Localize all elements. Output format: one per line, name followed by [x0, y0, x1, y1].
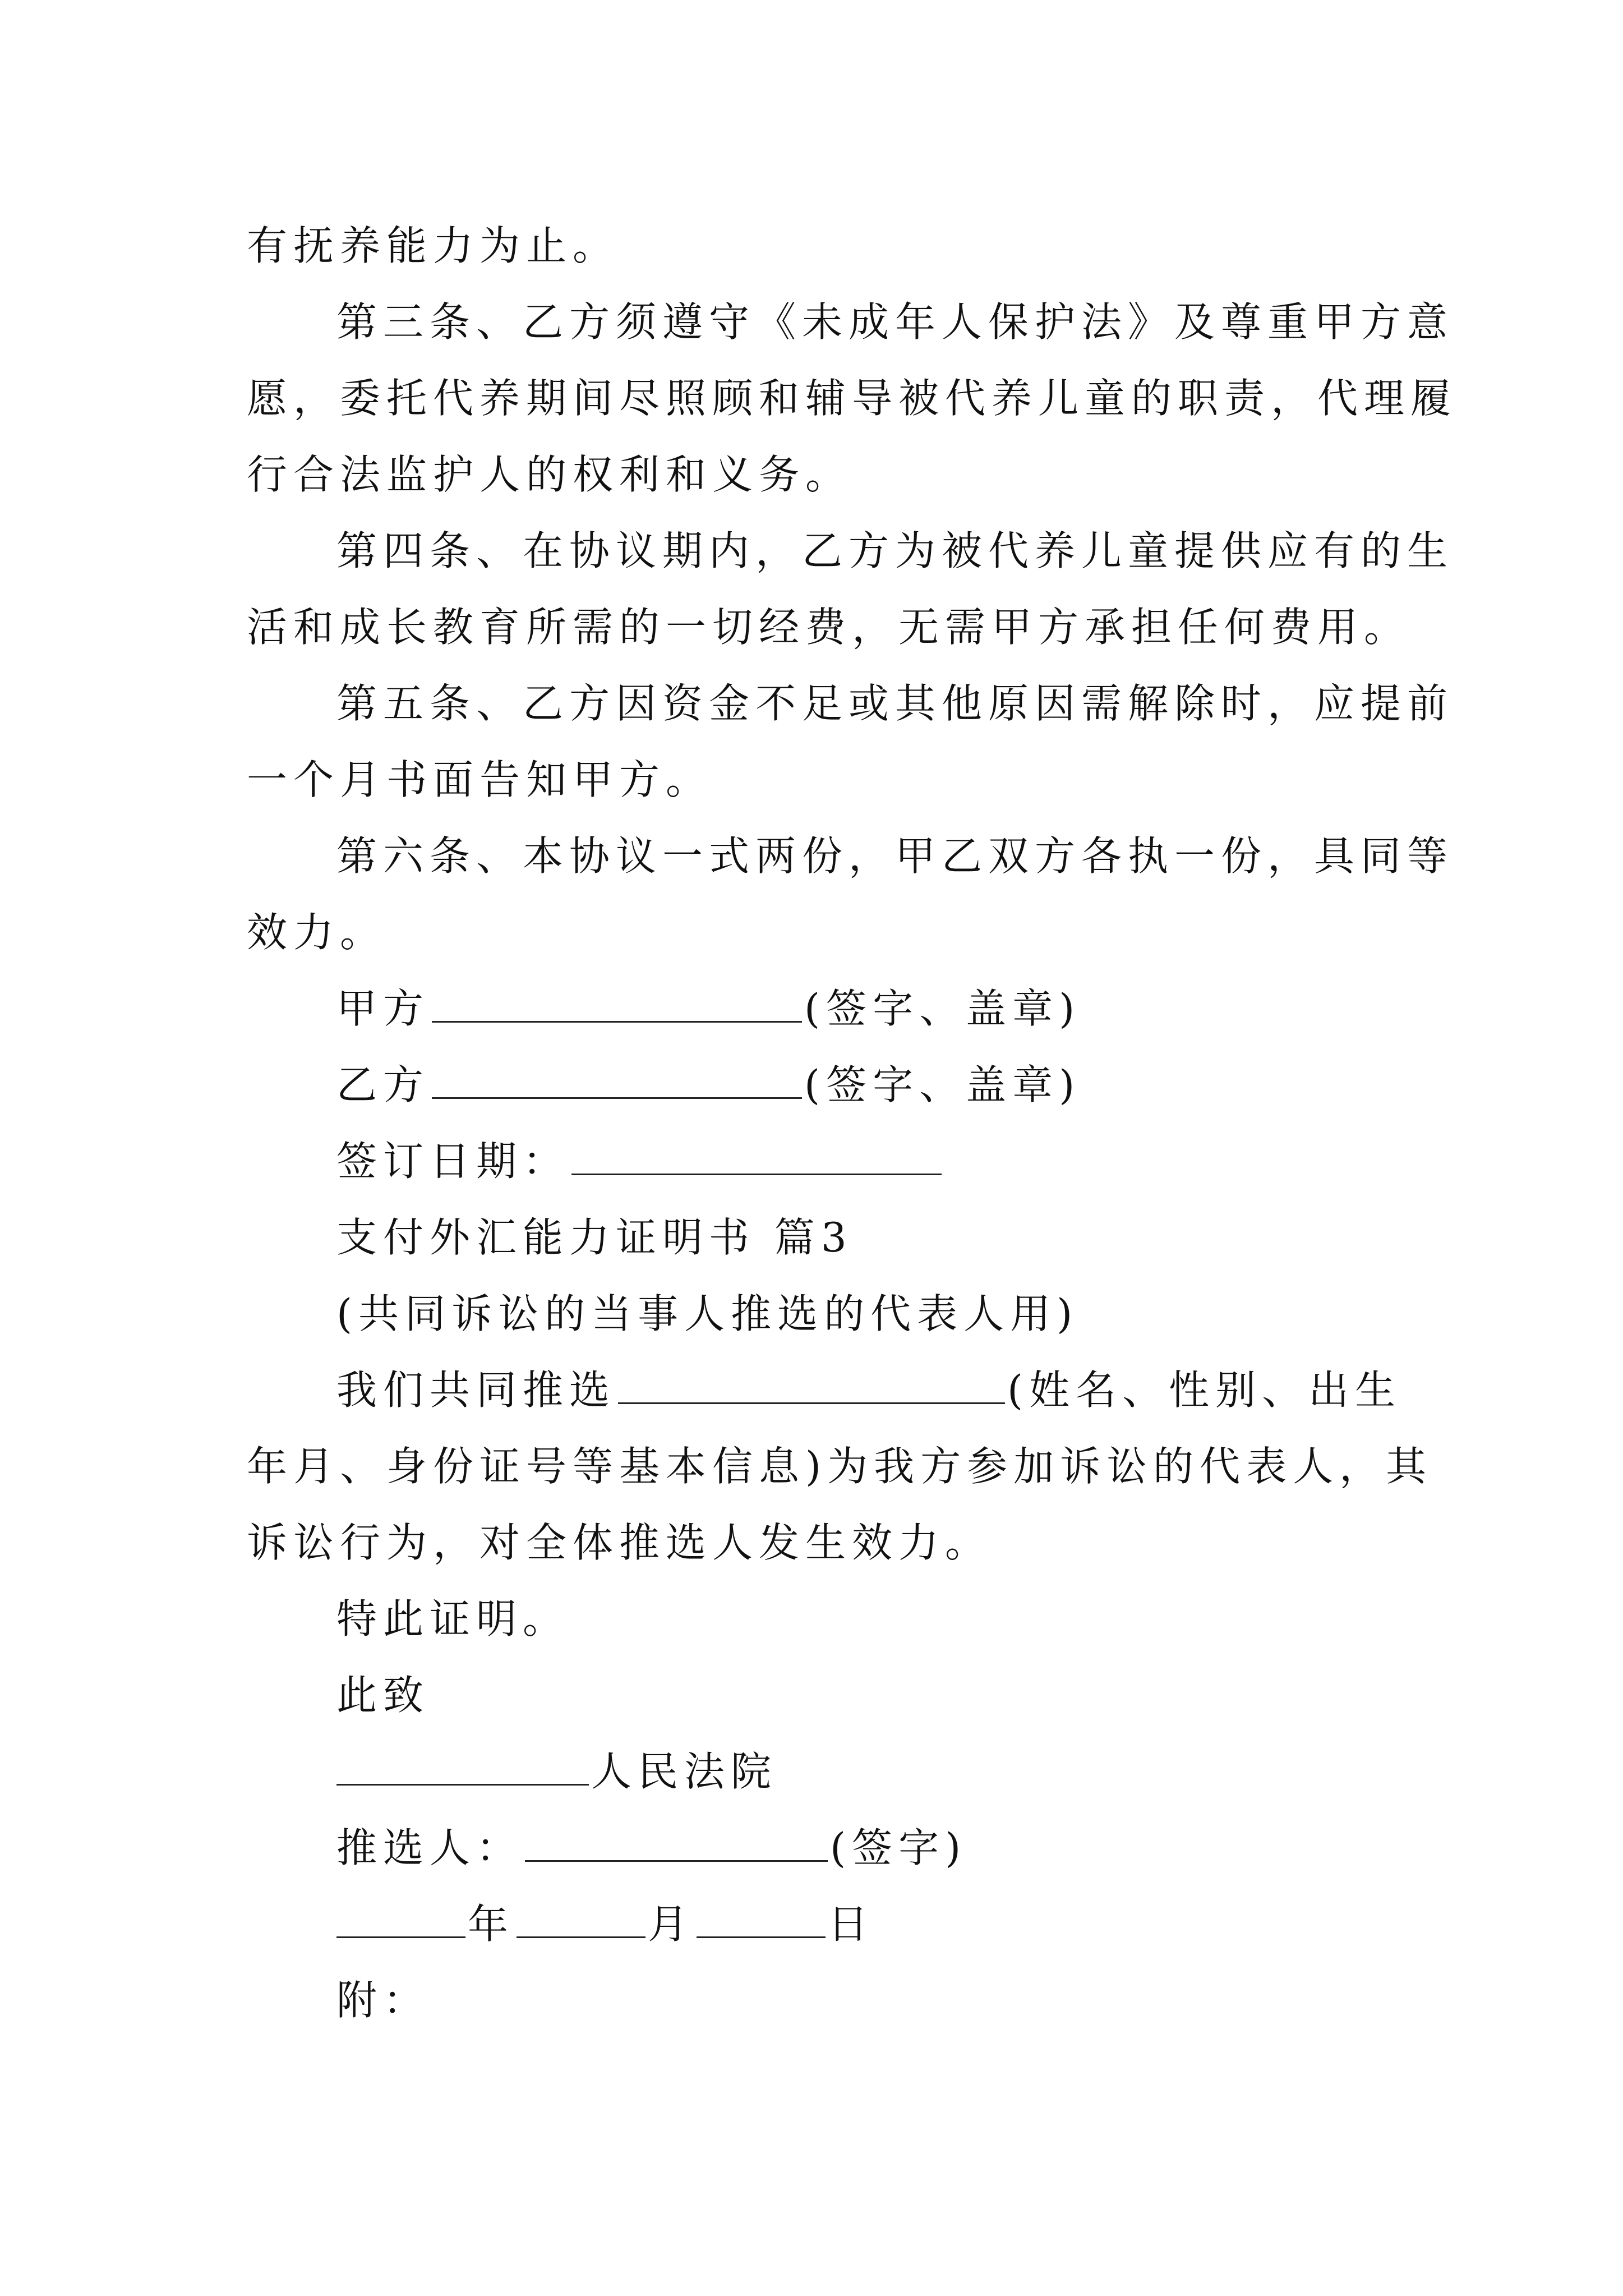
party-a-suffix: (签字、盖章): [804, 985, 1081, 1032]
party-b-signature-line: [336, 1062, 1481, 1107]
nomination-prefix: 我们共同推选: [336, 1366, 616, 1414]
clause-6-line-2: 效力。: [247, 909, 387, 956]
nomination-line-1: [336, 1368, 1481, 1412]
attachment-label: 附：: [336, 1977, 430, 2024]
party-a-signature-line: [336, 986, 1481, 1031]
nominator-blank: [525, 1825, 828, 1862]
sign-date-label: 签订日期：: [336, 1138, 570, 1185]
nominator-suffix: (签字): [830, 1824, 967, 1871]
party-b-label: 乙方: [336, 1061, 430, 1108]
clause-3-line-3: 行合法监护人的权利和义务。: [247, 451, 852, 498]
month-label: 月: [648, 1901, 695, 1948]
section-title: 支付外汇能力证明书 篇3: [336, 1214, 853, 1261]
party-b-suffix: (签字、盖章): [804, 1061, 1081, 1108]
party-b-blank: [432, 1062, 802, 1099]
sign-date-blank: [571, 1139, 942, 1175]
clause-5-line-1: 第五条、乙方因资金不足或其他原因需解除时，应提前: [336, 680, 1454, 727]
clause-4-line-2: 活和成长教育所需的一切经费，无需甲方承担任何费用。: [247, 604, 1411, 651]
representative-blank: [618, 1368, 1005, 1404]
clause-4-line-1: 第四条、在协议期内，乙方为被代养儿童提供应有的生: [336, 527, 1454, 574]
party-a-label: 甲方: [336, 985, 430, 1032]
text-line: 有抚养能力为止。: [247, 222, 620, 269]
nomination-suffix: (姓名、性别、出生: [1007, 1366, 1402, 1414]
clause-3-line-2: 愿，委托代养期间尽照顾和辅导被代养儿童的职责，代理履: [247, 375, 1458, 422]
nominator-label: 推选人：: [336, 1824, 523, 1871]
clause-3-line-1: 第三条、乙方须遵守《未成年人保护法》及尊重甲方意: [336, 298, 1454, 346]
salutation: 此致: [336, 1672, 430, 1719]
nomination-line-2: 年月、身份证号等基本信息)为我方参加诉讼的代表人，其: [247, 1443, 1433, 1490]
clause-6-line-1: 第六条、本协议一式两份，甲乙双方各执一份，具同等: [336, 832, 1454, 880]
year-label: 年: [468, 1901, 515, 1948]
section-subtitle: (共同诉讼的当事人推选的代表人用): [336, 1290, 1079, 1337]
clause-5-line-2: 一个月书面告知甲方。: [247, 756, 713, 803]
day-label: 日: [828, 1901, 875, 1948]
court-line: [336, 1749, 1481, 1794]
court-name-blank: [336, 1749, 589, 1786]
party-a-blank: [432, 986, 802, 1023]
month-blank: [517, 1902, 645, 1938]
nominator-line: [336, 1825, 1481, 1870]
court-suffix: 人民法院: [591, 1748, 778, 1795]
certification-text: 特此证明。: [336, 1595, 570, 1642]
nomination-line-3: 诉讼行为，对全体推选人发生效力。: [247, 1519, 992, 1566]
date-line: [336, 1902, 1481, 1947]
day-blank: [697, 1902, 826, 1938]
sign-date-line: [336, 1139, 1481, 1184]
year-blank: [336, 1902, 465, 1938]
